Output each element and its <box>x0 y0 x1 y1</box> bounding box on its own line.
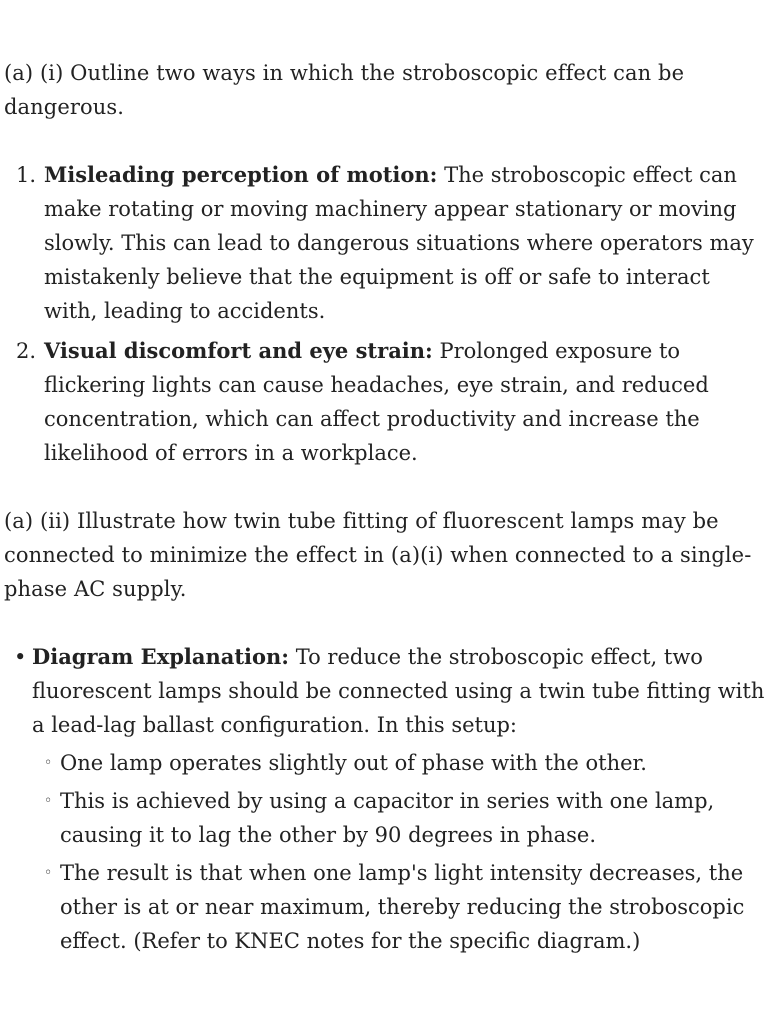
answer-text: To reduce the stroboscopic effect, two fluorescent lamps should be connected using a twin tube fitting with a lead-lag ballast configuration. In this setup: <box>32 645 765 737</box>
answer-a-ii-list <box>4 640 768 958</box>
answer-title: Misleading perception of motion: <box>44 162 438 187</box>
list-item <box>4 640 768 958</box>
answer-title: Visual discomfort and eye strain: <box>44 338 433 363</box>
answer-title: Diagram Explanation: <box>32 644 290 669</box>
list-item <box>4 158 768 328</box>
answers-a-i-list <box>4 158 768 470</box>
list-number: 2. <box>16 339 37 363</box>
document-page <box>4 56 768 958</box>
list-number: 1. <box>16 163 37 187</box>
question-a-i: (a) (i) Outline two ways in which the stroboscopic effect can be dangerous. <box>4 61 685 119</box>
list-item <box>4 334 768 470</box>
sub-item-text: This is achieved by using a capacitor in series with one lamp, causing it to lag the other by 90 degrees in phase. <box>60 789 715 847</box>
sub-list-item <box>32 746 768 780</box>
circle-bullet-icon: ◦ <box>44 755 53 771</box>
circle-bullet-icon: ◦ <box>44 793 53 809</box>
sub-list-item <box>32 784 768 852</box>
sub-list-item <box>32 856 768 958</box>
bullet-icon: • <box>14 645 27 669</box>
answer-text: Prolonged exposure to flickering lights can cause headaches, eye strain, and reduced concentration, which can affect productivity and increase the likelihood of errors in a workplace. <box>44 339 709 465</box>
answer-text: The stroboscopic effect can make rotating or moving machinery appear stationary or moving slowly. This can lead to dangerous situations where operators may mistakenly believe that the equipment is off or safe to interact with, leading to accidents. <box>44 163 754 323</box>
sub-item-text: One lamp operates slightly out of phase with the other. <box>60 751 647 775</box>
question-a-ii: (a) (ii) Illustrate how twin tube fitting of fluorescent lamps may be connected to minimize the effect in (a)(i) when connected to a single-phase AC supply. <box>4 509 752 601</box>
circle-bullet-icon: ◦ <box>44 865 53 881</box>
sub-list <box>32 746 768 958</box>
sub-item-text: The result is that when one lamp's light intensity decreases, the other is at or near maximum, thereby reducing the stroboscopic effect. (Refer to KNEC notes for the specific diagram.) <box>60 861 745 953</box>
